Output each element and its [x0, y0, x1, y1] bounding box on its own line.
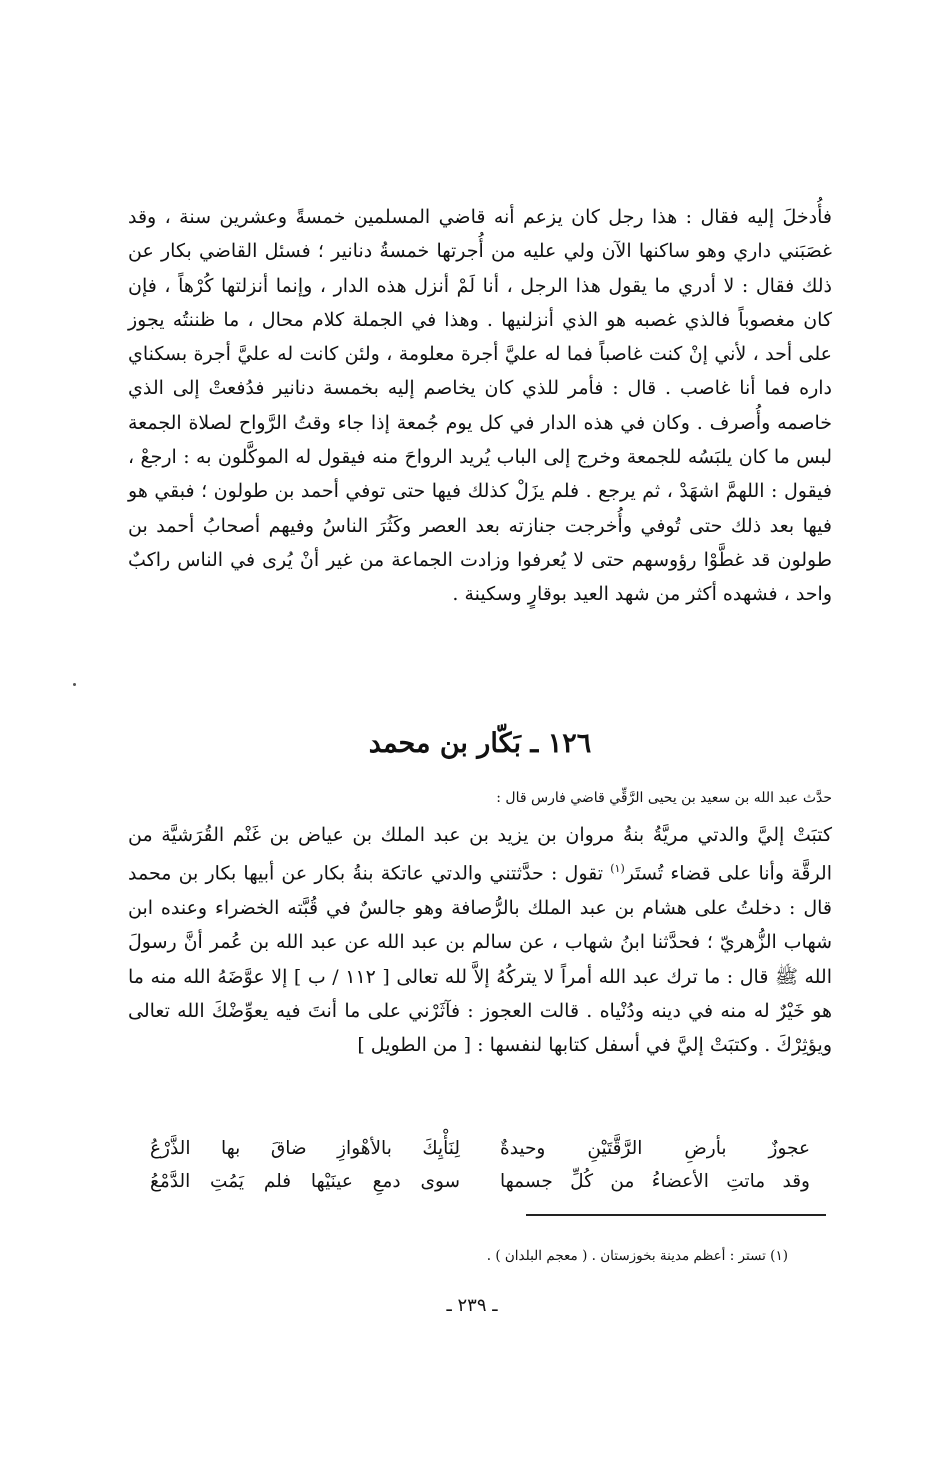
page-number: ـ ٢٣٩ ـ	[446, 1295, 498, 1316]
paragraph-text-after-note: تقول : حدَّثتني والدتي عاتكة بنةُ بكار عن أبيها بكار بن محمد قال : دخلتُ على هشام بن عبد الملك بالرُّصافة وهو جالسٌ في قُبَّته الخضراء وعنده ابن شهاب الزُّهريّ ؛ فحدَّثنا ابنُ شهاب ، عن سالم بن عبد الله عن عبد الله بن عُمر أنَّ رسولَ الله ﷺ قال : ما ترك عبد الله أمراً لا يتركُهُ إلاَّ لله تعالى [ ١١٢ / ب ] إلا عوَّضَهُ الله منه ما هو خَيْرٌ له منه في دينه ودُنْياه . قالت العجوز : فآثَرْني على ما أنتَ فيه يعوِّضْكَ الله تعالى ويؤثِرْكَ . وكتبَتْ إليَّ في أسفل كتابها لنفسها : [ من الطويل ]	[128, 862, 832, 1057]
verse-2-first-hemistich: وقد ماتتِ الأعضاءُ من كُلِّ جسمها	[500, 1171, 810, 1192]
poem-verse-2	[150, 1165, 810, 1198]
scan-speck	[73, 683, 76, 686]
footnote-separator	[526, 1214, 826, 1216]
body-paragraph-2	[128, 818, 832, 1062]
footnote: (١) تستر : أعظم مدينة بخوزستان . ( معجم البلدان ) .	[486, 1248, 788, 1264]
verse-1-first-hemistich: عجوزٌ بأرضِ الرَّقَّتَيْنِ وحيدةٌ	[500, 1138, 810, 1159]
body-paragraph-1: فأُدخلَ إليه فقال : هذا رجل كان يزعم أنه قاضي المسلمين خمسةً وعشرين سنة ، وقد غصَبَني داري وهو ساكنها الآن ولي عليه من أُجرتها خمسةُ دنانير ؛ فسئل القاضي بكار عن ذلك فقال : لا أدري ما يقول هذا الرجل ، أنا لَمْ أنزل هذه الدار ، وإنما أنزلتها كُرْهاً ، فإن كان مغصوباً فالذي غصبه هو الذي أنزلنيها . وهذا في الجملة كلام محال ، ما ظننتُه يجوز على أحد ، لأني إنْ كنت غاصباً فما له عليَّ أجرة معلومة ، ولئن كانت له عليَّ أجرة بسكناي داره فما أنا غاصب . قال : فأمر للذي كان يخاصم إليه بخمسة دنانير فدُفعتْ إلى الذي خاصمه وأُصرف . وكان في هذه الدار في كل يوم جُمعة إذا جاء وقتُ الرَّواح لصلاة الجمعة لبس ما كان يلبَسُه للجمعة وخرج إلى الباب يُريد الرواحَ منه فيقول له الموكَّلون به : ارجعْ ، فيقول : اللهمَّ اشهَدْ ، ثم يرجع . فلم يزَلْ كذلك فيها حتى توفي أحمد بن طولون ؛ فبقي هو فيها بعد ذلك حتى تُوفي وأُخرجت جنازته بعد العصر وكَثُرَ الناسُ وفيهم أصحابُ أحمد بن طولون قد غطَّوْا رؤوسهم حتى لا يُعرفوا وزادت الجماعة من غير أنْ يُرى في الناس راكبٌ واحد ، فشهده أكثر من شهد العيد بوقارٍ وسكينة .	[128, 206, 832, 606]
verse-1-second-hemistich: لِنَأْيِكَ بالأهْوازِ ضاقَ بها الذَّرْعُ	[150, 1138, 460, 1159]
poem-verse-1	[150, 1132, 810, 1165]
poem	[150, 1132, 810, 1198]
paragraph-text-before-note: كتبَتْ إليَّ والدتي مريَّةُ بنةُ مروان بن يزيد بن عبد الملك بن عياض بن غَنْم القُرَشيَّة من الرقَّة وأنا على قضاء تُستَر	[128, 824, 832, 885]
footnote-marker[interactable]: (١)	[610, 862, 625, 876]
chapter-heading: ١٢٦ ـ بَكّار بن محمد	[368, 728, 592, 759]
verse-2-second-hemistich: سوى دمعِ عينَيْها فلم يَمُتِ الدَّمْعُ	[150, 1171, 460, 1192]
narrator-line: حدَّث عبد الله بن سعيد بن يحيى الرَّقِّي قاضي فارس قال :	[496, 790, 832, 806]
